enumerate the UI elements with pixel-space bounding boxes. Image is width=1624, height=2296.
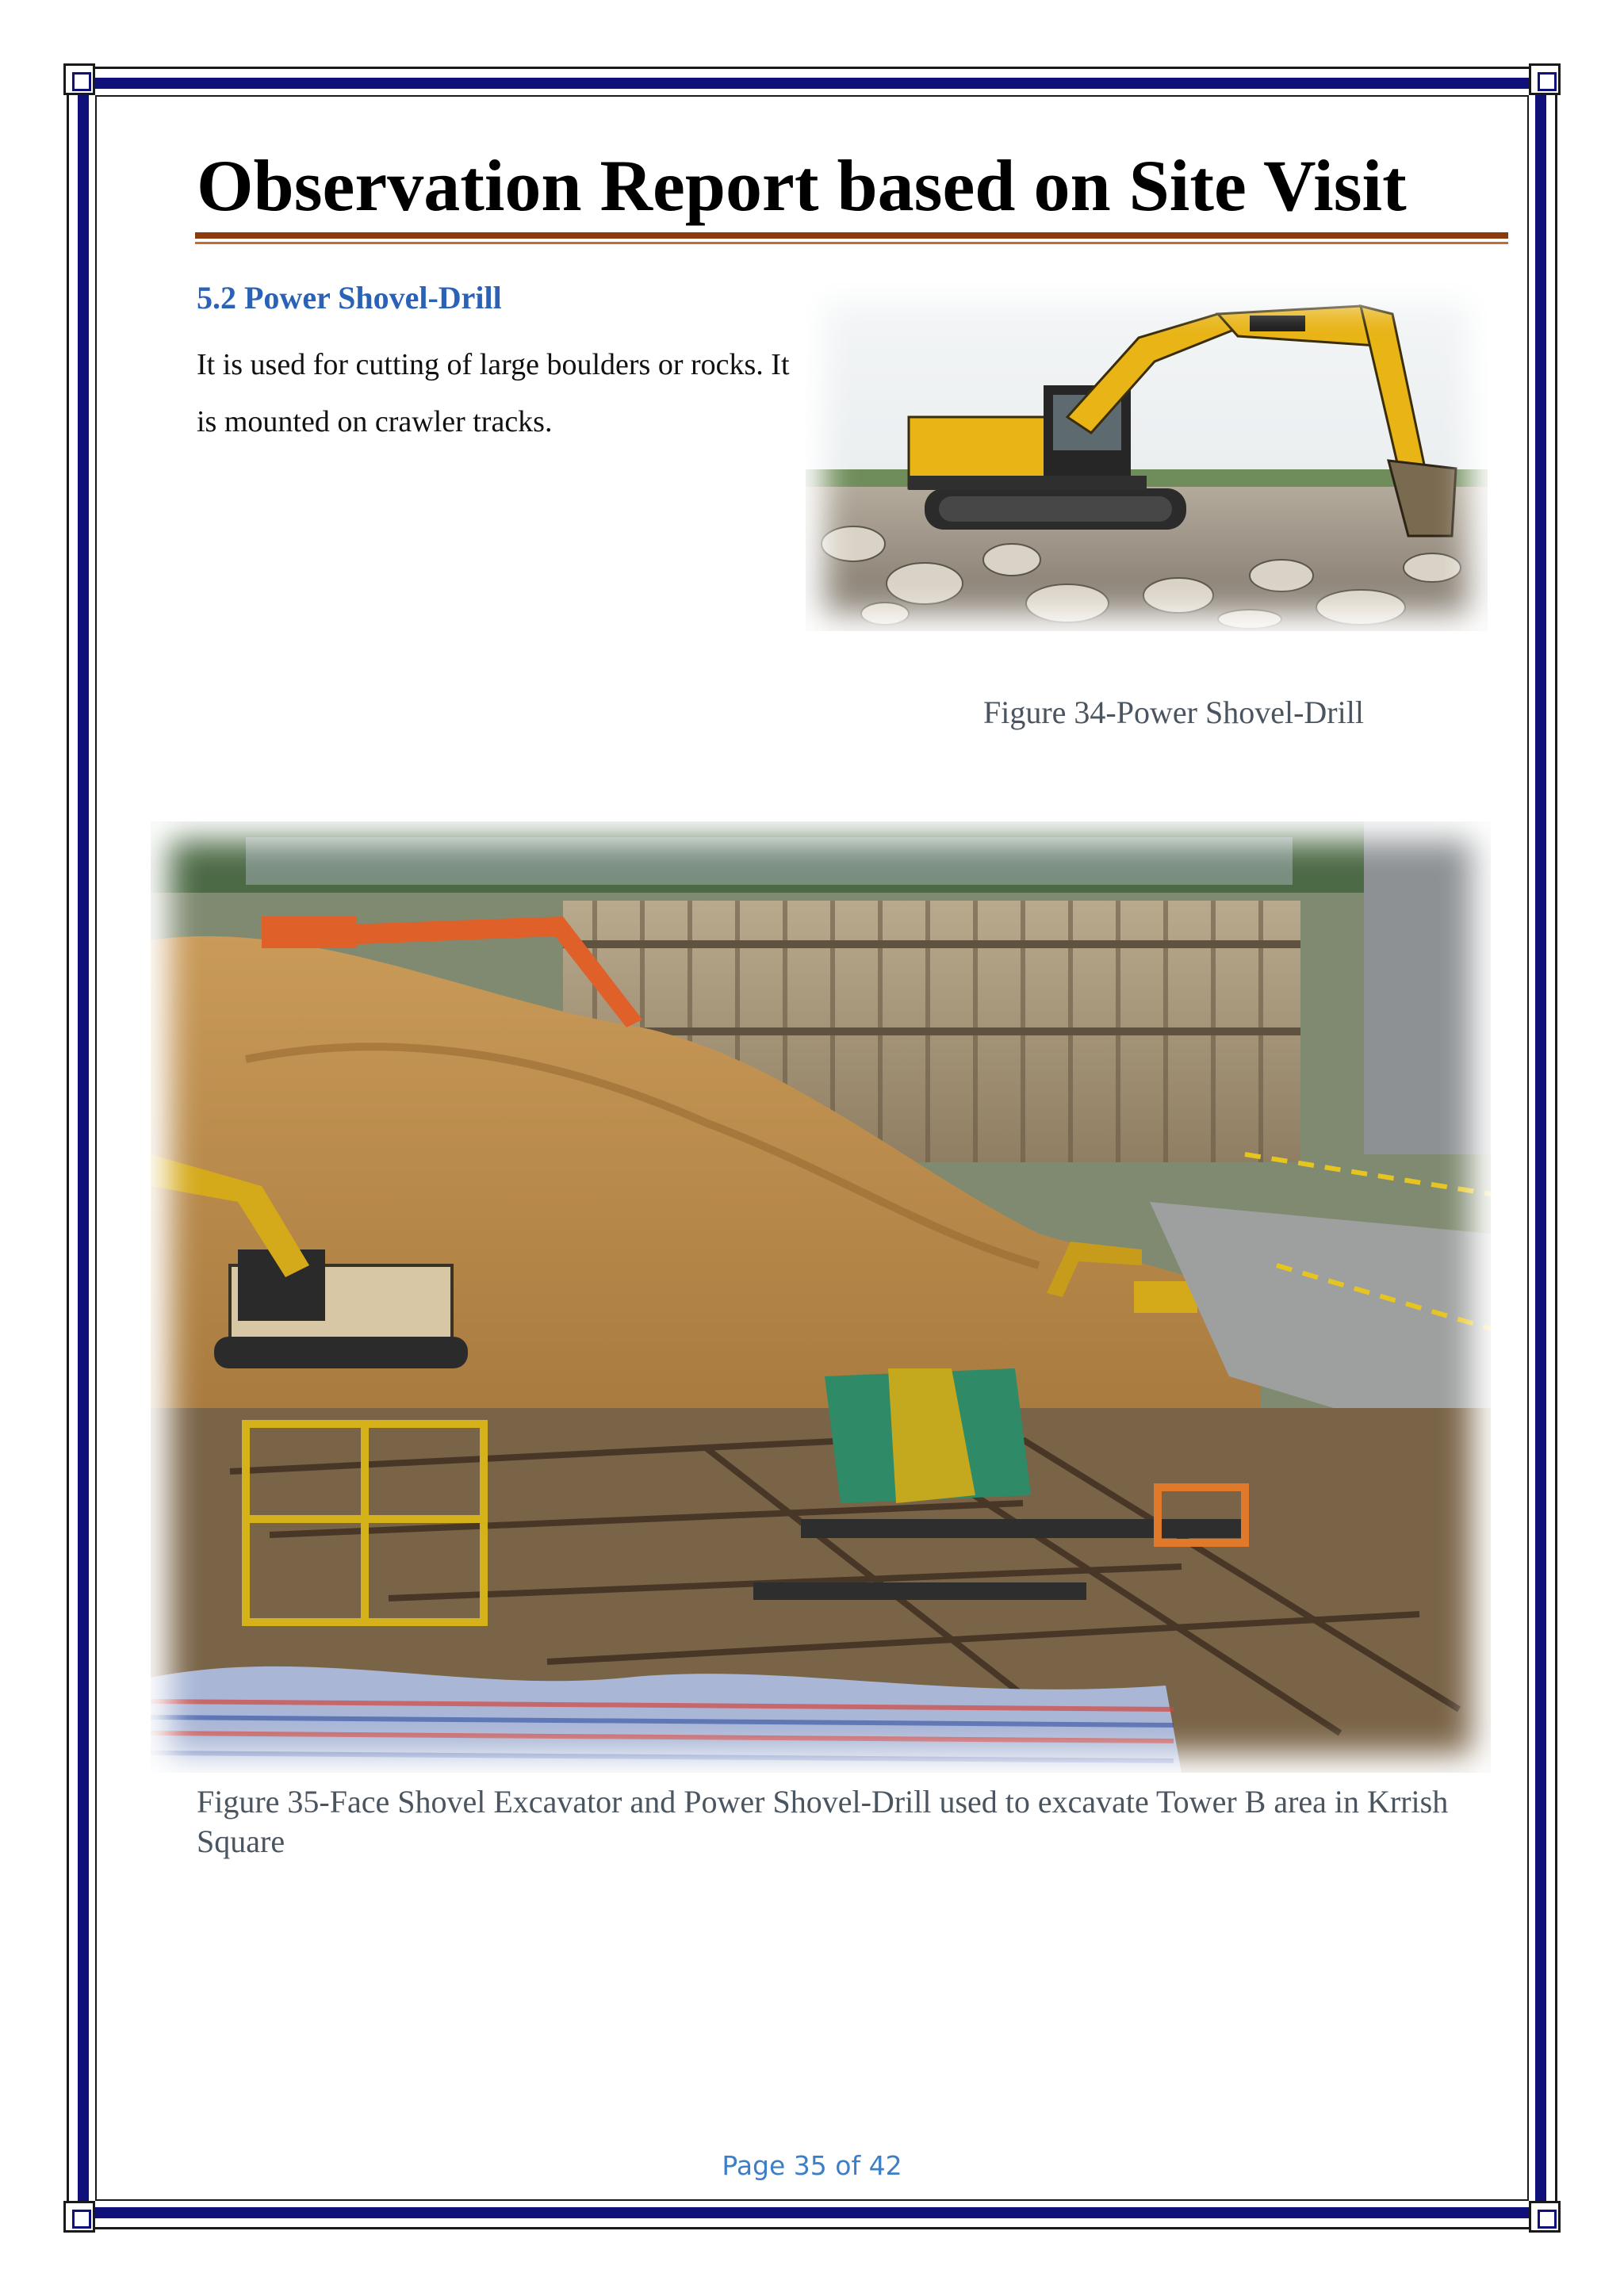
border-corner-ornament: [1529, 2201, 1561, 2233]
border-corner-ornament: [63, 63, 95, 95]
construction-site-photo: [151, 821, 1491, 1773]
section-heading: 5.2 Power Shovel-Drill: [197, 280, 502, 316]
border-corner-ornament: [1529, 63, 1561, 95]
border-corner-ornament: [63, 2201, 95, 2233]
page-number: Page 35 of 42: [722, 2150, 902, 2181]
page-title: Observation Report based on Site Visit: [197, 145, 1407, 226]
figure-caption: Figure 34-Power Shovel-Drill: [983, 695, 1364, 730]
section-body-text: It is used for cutting of large boulders or rocks. It is mounted on crawler tracks.: [197, 348, 790, 438]
title-underline: [195, 232, 1508, 239]
title-underline-accent: [195, 242, 1508, 244]
excavator-photo: [806, 282, 1488, 631]
figure-caption: Figure 35-Face Shovel Excavator and Power Shovel-Drill used to excavate Tower B area in Krrish Square: [197, 1784, 1449, 1859]
